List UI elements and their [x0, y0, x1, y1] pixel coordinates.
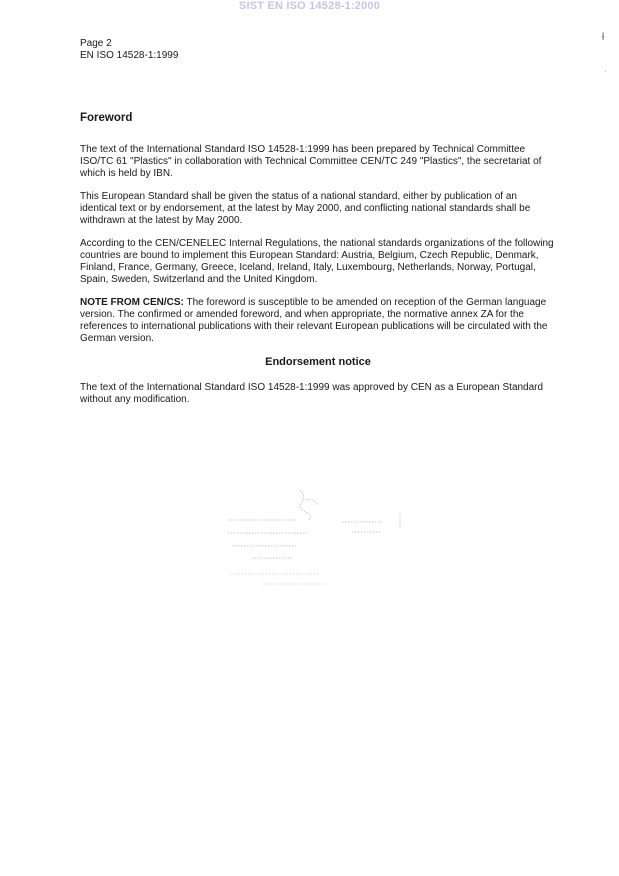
- foreword-paragraph-1: The text of the International Standard ISO 14528-1:1999 has been prepared by Technical Committee ISO/TC 61 "Plastics" in collaboration with Technical Committee CEN/TC 249 "Plastics", the secretariat of which is held by IBN.: [80, 144, 542, 179]
- document-body: [80, 112, 556, 417]
- endorsement-paragraph: The text of the International Standard ISO 14528-1:1999 was approved by CEN as a European Standard without any modification.: [80, 382, 544, 405]
- page-number: Page 2: [80, 38, 112, 49]
- foreword-heading: Foreword: [80, 112, 133, 124]
- foreword-paragraph-3: According to the CEN/CENELEC Internal Regulations, the national standards organizations of the following countries are bound to implement this European Standard: Austria, Belgium, Czech Republic, Denmark, Finland, France, Germany, Greece, Iceland, Ireland, Italy, Luxembourg, Netherlands, Norway, Portugal, Spain, Sweden, Switzerland and the United Kingdom.: [80, 238, 554, 285]
- margin-mark-top: ƚ: [602, 32, 605, 43]
- faded-stamp: [222, 486, 412, 592]
- endorsement-heading: Endorsement notice: [265, 356, 371, 368]
- cen-note-text: The foreword is susceptible to be amended on reception of the German language version. The confirmed or amended foreword, and when appropriate, the normative annex ZA for the references to international publications with their relevant European publications will be circulated with the German version.: [80, 297, 548, 344]
- cen-note: [80, 297, 556, 345]
- cen-note-label: NOTE FROM CEN/CS:: [80, 297, 184, 308]
- watermark: SIST EN ISO 14528-1:2000: [238, 0, 381, 12]
- page-header: [80, 38, 178, 62]
- standard-reference: EN ISO 14528-1:1999: [80, 50, 179, 61]
- foreword-paragraph-2: This European Standard shall be given the status of a national standard, either by publication of an identical text or by endorsement, at the latest by May 2000, and conflicting national standards shall be withdrawn at the latest by May 2000.: [80, 191, 531, 226]
- margin-mark-small: ·: [604, 68, 607, 75]
